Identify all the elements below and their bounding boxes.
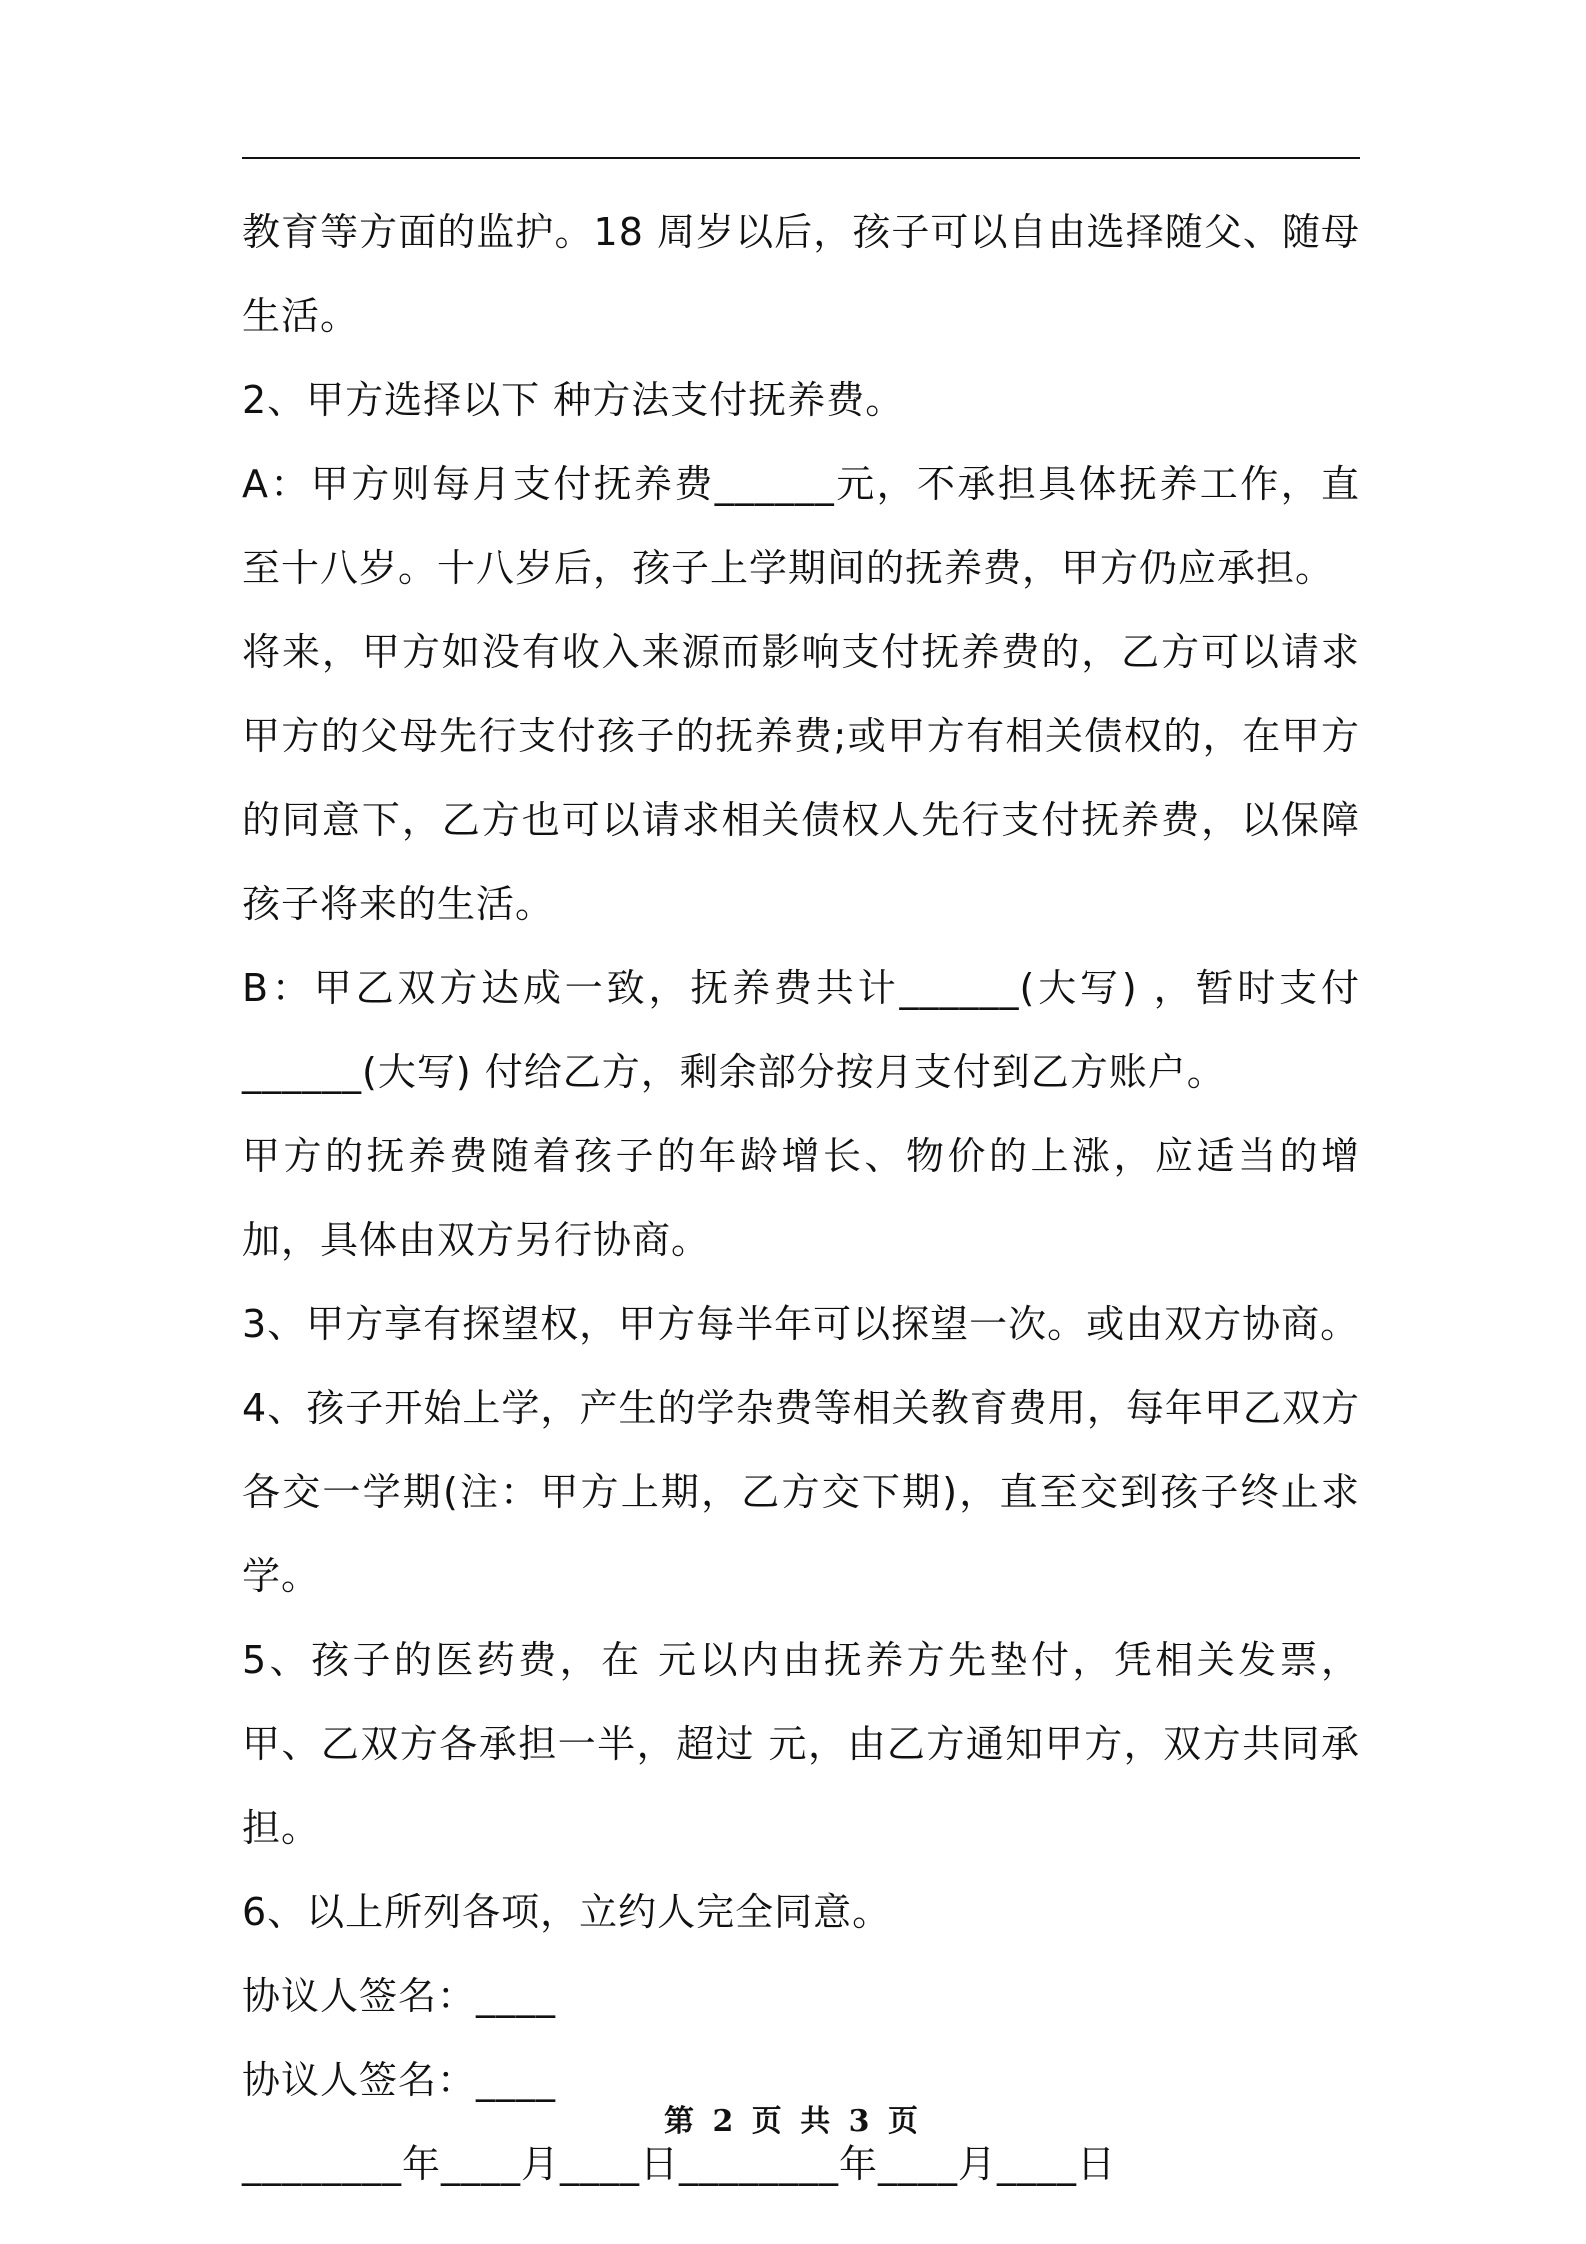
paragraph-guardianship: 教育等方面的监护。18 周岁以后，孩子可以自由选择随父、随母生活。 (242, 210, 1360, 338)
date-line: ________年____月____日________年____月____日 (242, 2142, 1117, 2186)
header-rule (242, 157, 1360, 159)
signature-line-2: 协议人签名：____ (242, 2058, 557, 2102)
paragraph-support-increase: 甲方的抚养费随着孩子的年龄增长、物价的上涨，应适当的增加，具体由双方另行协商。 (242, 1134, 1360, 1262)
paragraph-clause-4: 4、孩子开始上学，产生的学杂费等相关教育费用，每年甲乙双方各交一学期(注：甲方上期，乙方交下期)，直至交到孩子终止求学。 (242, 1386, 1360, 1598)
document-body (242, 190, 1360, 2206)
paragraph-clause-3: 3、甲方享有探望权，甲方每半年可以探望一次。或由双方协商。 (242, 1302, 1360, 1346)
paragraph-clause-5: 5、孩子的医药费，在 元以内由抚养方先垫付，凭相关发票，甲、乙双方各承担一半，超过 元，由乙方通知甲方，双方共同承担。 (242, 1638, 1360, 1850)
paragraph-clause-6: 6、以上所列各项，立约人完全同意。 (242, 1890, 892, 1934)
paragraph-future-support: 将来，甲方如没有收入来源而影响支付抚养费的，乙方可以请求甲方的父母先行支付孩子的抚养费;或甲方有相关债权的，在甲方的同意下，乙方也可以请求相关债权人先行支付抚养费，以保障孩子将来的生活。 (242, 630, 1360, 926)
signature-line-1: 协议人签名：____ (242, 1974, 557, 2018)
paragraph-option-a: A：甲方则每月支付抚养费______元，不承担具体抚养工作，直至十八岁。十八岁后，孩子上学期间的抚养费，甲方仍应承担。 (242, 462, 1360, 590)
paragraph-clause-2: 2、甲方选择以下 种方法支付抚养费。 (242, 378, 905, 422)
page-number-footer: 第 2 页 共 3 页 (664, 2104, 922, 2139)
paragraph-option-b: B：甲乙双方达成一致，抚养费共计______(大写) ，暂时支付______(大写) 付给乙方，剩余部分按月支付到乙方账户。 (242, 966, 1360, 1094)
